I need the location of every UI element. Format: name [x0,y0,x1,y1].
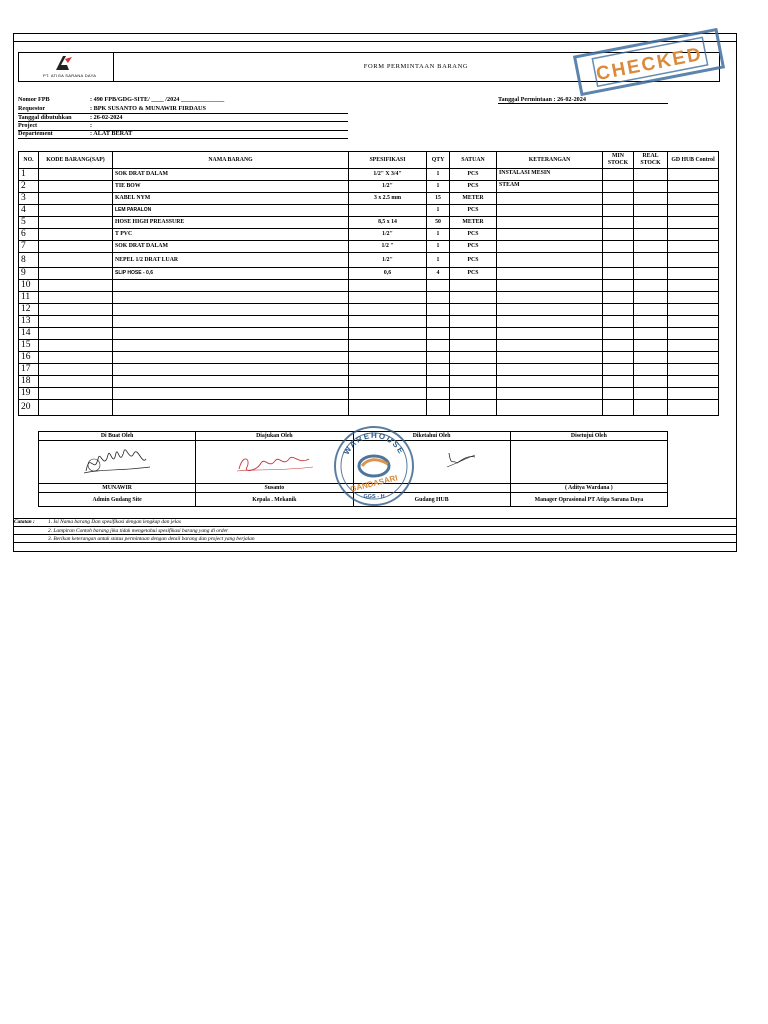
row-gd-hub [668,388,719,400]
row-no: 18 [19,376,39,388]
note-2: 2. Lampiran Contoh barang jika tidak mengetahui spesifikasi barang yang di order [48,528,229,534]
row-kode [39,205,113,217]
row-gd-hub [668,280,719,292]
row-min-stock [603,316,634,328]
row-kode [39,169,113,181]
row-kode [39,193,113,205]
row-no: 16 [19,352,39,364]
row-nama [113,400,349,416]
row-spesifikasi [349,364,427,376]
nomor-label: Nomor FPB [18,96,50,103]
sig-name-susanto: Susanto [196,484,353,493]
logo-mark-icon [53,55,75,71]
row-gd-hub [668,205,719,217]
table-row [19,181,719,193]
row-no: 15 [19,340,39,352]
row-min-stock [603,400,634,416]
tanggal-dibutuhkan-line [18,121,348,122]
row-keterangan [497,316,603,328]
row-no: 4 [19,205,39,217]
row-satuan: METER [450,193,497,205]
row-min-stock [603,268,634,280]
project-label: Project [18,122,38,129]
row-real-stock [634,181,668,193]
col-header-min-stock: MIN STOCK [603,152,634,169]
table-row [19,376,719,388]
row-kode [39,304,113,316]
row-real-stock [634,292,668,304]
row-satuan: PCS [450,205,497,217]
table-row [19,268,719,280]
row-spesifikasi [349,328,427,340]
sig-header-dibuat: Di Buat Oleh [39,432,196,441]
row-min-stock [603,292,634,304]
row-satuan [450,352,497,364]
row-real-stock [634,400,668,416]
row-gd-hub [668,268,719,280]
row-keterangan [497,304,603,316]
row-keterangan [497,217,603,229]
requestor-label: Requestor [18,105,46,112]
row-no: 6 [19,229,39,241]
table-row [19,169,719,181]
row-real-stock [634,340,668,352]
row-spesifikasi [349,352,427,364]
sig-header-disetujui: Disetujui Oleh [510,432,667,441]
signature-susanto-scribble [229,441,319,481]
row-kode [39,268,113,280]
nomor-value: : 490 FPB/GDG-SITE/ ____ /2024 ______________ [90,96,225,103]
row-qty [427,340,450,352]
row-satuan [450,340,497,352]
warehouse-stamp-code: GGS - H [363,494,385,500]
warehouse-stamp [332,424,416,508]
row-nama: TIE BOW [113,181,349,193]
row-keterangan: INSTALASI MESIN [497,169,603,181]
row-nama: SOK DRAT DALAM [113,169,349,181]
row-spesifikasi [349,388,427,400]
departement-line [18,138,348,139]
notes-rule-2 [13,534,737,535]
row-nama [113,316,349,328]
row-spesifikasi [349,340,427,352]
row-no: 3 [19,193,39,205]
table-row [19,241,719,253]
notes-rule-1 [13,526,737,527]
row-gd-hub [668,328,719,340]
row-gd-hub [668,181,719,193]
row-kode [39,328,113,340]
row-real-stock [634,253,668,268]
row-min-stock [603,181,634,193]
sig-header-diajukan: Diajukan Oleh [196,432,353,441]
row-kode [39,376,113,388]
row-nama [113,304,349,316]
row-satuan [450,292,497,304]
row-kode [39,340,113,352]
row-min-stock [603,376,634,388]
row-nama: SLIP HOSE - 0,6 [113,268,349,280]
row-nama: LEM PARALON [113,205,349,217]
col-header-kode: KODE BARANG(SAP) [39,152,113,169]
row-spesifikasi: 1/2" X 3/4" [349,169,427,181]
row-no: 12 [19,304,39,316]
row-keterangan [497,292,603,304]
row-satuan [450,388,497,400]
row-kode [39,241,113,253]
col-header-no: NO. [19,152,39,169]
row-qty [427,352,450,364]
row-no: 10 [19,280,39,292]
project-line [18,130,348,131]
row-no: 5 [19,217,39,229]
table-row [19,217,719,229]
col-header-gd-hub: GD HUB Control [668,152,719,169]
row-gd-hub [668,292,719,304]
row-spesifikasi: 1/2" [349,229,427,241]
row-keterangan [497,205,603,217]
row-satuan: PCS [450,181,497,193]
row-qty [427,364,450,376]
table-row [19,292,719,304]
row-satuan: PCS [450,229,497,241]
row-real-stock [634,229,668,241]
row-gd-hub [668,364,719,376]
row-real-stock [634,280,668,292]
row-min-stock [603,304,634,316]
row-nama: KABEL NYM [113,193,349,205]
row-satuan: METER [450,217,497,229]
row-qty: 1 [427,229,450,241]
form-title: FORM PERMINTAAN BARANG [363,63,469,70]
row-satuan [450,280,497,292]
row-no: 8 [19,253,39,268]
sig-role-gudang: Gudang HUB [353,493,510,507]
row-nama: HOSE HIGH PREASSURE [113,217,349,229]
row-spesifikasi: 1/2 " [349,241,427,253]
row-real-stock [634,304,668,316]
row-nama [113,364,349,376]
row-no: 20 [19,400,39,416]
notes-label: Catatan : [14,519,35,525]
row-qty: 1 [427,241,450,253]
row-nama [113,376,349,388]
project-value: : [90,122,93,129]
departement-label: Departement [18,130,53,137]
row-real-stock [634,241,668,253]
sig-role-manager: Manager Oprasional PT Atiga Sarana Daya [510,493,667,507]
row-no: 2 [19,181,39,193]
row-spesifikasi [349,292,427,304]
row-gd-hub [668,241,719,253]
table-row [19,229,719,241]
row-real-stock [634,328,668,340]
row-kode [39,292,113,304]
row-keterangan: STEAM [497,181,603,193]
signature-munawir [39,441,196,484]
logo-text: PT. ATIGA SARANA DAYA [43,73,97,78]
row-spesifikasi: 1/2" [349,181,427,193]
row-keterangan [497,400,603,416]
row-nama [113,388,349,400]
row-keterangan [497,280,603,292]
row-satuan [450,376,497,388]
table-row [19,352,719,364]
sig-name-munawir: MUNAWIR [39,484,196,493]
row-min-stock [603,352,634,364]
row-real-stock [634,169,668,181]
row-qty: 1 [427,169,450,181]
row-min-stock [603,229,634,241]
row-qty [427,388,450,400]
row-keterangan [497,376,603,388]
row-no: 1 [19,169,39,181]
row-kode [39,364,113,376]
row-kode [39,400,113,416]
row-spesifikasi: 0,6 [349,268,427,280]
row-kode [39,316,113,328]
row-gd-hub [668,193,719,205]
row-qty [427,328,450,340]
company-logo [19,53,114,81]
row-qty: 1 [427,181,450,193]
row-qty [427,292,450,304]
row-spesifikasi [349,316,427,328]
row-qty: 1 [427,205,450,217]
row-satuan: PCS [450,253,497,268]
row-keterangan [497,229,603,241]
row-min-stock [603,169,634,181]
row-kode [39,229,113,241]
row-qty [427,316,450,328]
row-no: 19 [19,388,39,400]
row-nama: T PVC [113,229,349,241]
requestor-value: : BPK SUSANTO & MUNAWIR FIRDAUS [90,105,206,112]
row-satuan [450,328,497,340]
row-gd-hub [668,304,719,316]
row-gd-hub [668,169,719,181]
row-gd-hub [668,253,719,268]
row-kode [39,280,113,292]
row-spesifikasi [349,400,427,416]
row-keterangan [497,352,603,364]
row-satuan: PCS [450,241,497,253]
row-keterangan [497,241,603,253]
row-satuan [450,364,497,376]
col-header-real-stock: REAL STOCK [634,152,668,169]
row-real-stock [634,316,668,328]
table-row [19,304,719,316]
row-kode [39,352,113,364]
row-kode [39,217,113,229]
row-min-stock [603,280,634,292]
row-gd-hub [668,352,719,364]
top-rule [13,41,737,42]
tanggal-dibutuhkan-label: Tanggal dibutuhkan [18,114,72,121]
col-header-nama: NAMA BARANG [113,152,349,169]
warehouse-stamp-bottom-text: GANDASARI [349,473,399,494]
sig-name-aditya: ( Aditya Wardana ) [510,484,667,493]
row-real-stock [634,193,668,205]
row-keterangan [497,328,603,340]
row-nama [113,292,349,304]
row-kode [39,388,113,400]
col-header-spesifikasi: SPESIFIKASI [349,152,427,169]
row-min-stock [603,340,634,352]
sig-role-mekanik: Kepala . Mekanik [196,493,353,507]
col-header-keterangan: KETERANGAN [497,152,603,169]
row-satuan: PCS [450,169,497,181]
row-no: 9 [19,268,39,280]
row-spesifikasi: 8,5 x 14 [349,217,427,229]
notes-rule-3 [13,542,737,543]
row-qty [427,304,450,316]
row-kode [39,181,113,193]
note-1: 1. Isi Nama barang Dan spesifikasi dengan lengkap dan jelas [48,519,181,525]
sig-role-admin: Admin Gudang Site [39,493,196,507]
row-real-stock [634,388,668,400]
row-gd-hub [668,217,719,229]
tanggal-dibutuhkan-value: : 26-02-2024 [90,114,123,121]
sig-header-diketahui: Diketahui Oleh [353,432,510,441]
row-real-stock [634,352,668,364]
row-spesifikasi [349,376,427,388]
table-row [19,253,719,268]
row-keterangan [497,388,603,400]
tanggal-permintaan: Tanggal Permintaan : 26-02-2024 [498,96,586,103]
row-min-stock [603,241,634,253]
row-no: 17 [19,364,39,376]
checked-stamp-text: CHECKED [594,43,705,86]
row-qty: 4 [427,268,450,280]
table-row [19,400,719,416]
row-no: 7 [19,241,39,253]
row-min-stock [603,205,634,217]
row-real-stock [634,205,668,217]
row-spesifikasi [349,304,427,316]
row-min-stock [603,193,634,205]
row-no: 13 [19,316,39,328]
row-spesifikasi: 3 x 2.5 mm [349,193,427,205]
row-qty: 50 [427,217,450,229]
row-min-stock [603,364,634,376]
table-row [19,340,719,352]
row-min-stock [603,217,634,229]
row-satuan [450,316,497,328]
row-keterangan [497,253,603,268]
row-gd-hub [668,316,719,328]
col-header-satuan: SATUAN [450,152,497,169]
row-qty [427,400,450,416]
row-spesifikasi: 1/2" [349,253,427,268]
row-gd-hub [668,340,719,352]
row-nama [113,352,349,364]
row-gd-hub [668,376,719,388]
row-real-stock [634,268,668,280]
table-row [19,205,719,217]
row-min-stock [603,328,634,340]
departement-value: : ALAT BERAT [90,130,133,137]
row-keterangan [497,193,603,205]
row-qty: 15 [427,193,450,205]
table-row [19,388,719,400]
row-min-stock [603,253,634,268]
row-spesifikasi [349,280,427,292]
col-header-qty: QTY [427,152,450,169]
note-3: 3. Berikan keterangan untuk status permintaan dengan detail barang dan project yang berjalan [48,536,255,542]
row-satuan: PCS [450,268,497,280]
row-keterangan [497,364,603,376]
row-satuan [450,400,497,416]
row-no: 14 [19,328,39,340]
row-keterangan [497,268,603,280]
row-kode [39,253,113,268]
row-nama [113,280,349,292]
row-nama [113,340,349,352]
signature-susanto [196,441,353,484]
row-gd-hub [668,400,719,416]
row-satuan [450,304,497,316]
row-keterangan [497,340,603,352]
warehouse-stamp-top-text: WAREHOUSE [341,430,407,457]
row-real-stock [634,217,668,229]
signature-aditya [510,441,667,484]
row-nama: NEPEL 1/2 DRAT LUAR [113,253,349,268]
row-nama: SOK DRAT DALAM [113,241,349,253]
row-qty [427,280,450,292]
row-qty [427,376,450,388]
items-table [18,151,719,416]
row-no: 11 [19,292,39,304]
row-nama [113,328,349,340]
row-real-stock [634,376,668,388]
row-qty: 1 [427,253,450,268]
tanggal-permintaan-line [498,103,668,104]
signature-munawir-scribble [80,441,154,481]
table-row [19,364,719,376]
table-row [19,193,719,205]
row-real-stock [634,364,668,376]
table-row [19,316,719,328]
row-gd-hub [668,229,719,241]
table-row [19,328,719,340]
table-row [19,280,719,292]
row-min-stock [603,388,634,400]
row-spesifikasi [349,205,427,217]
table-header-row [19,152,719,169]
